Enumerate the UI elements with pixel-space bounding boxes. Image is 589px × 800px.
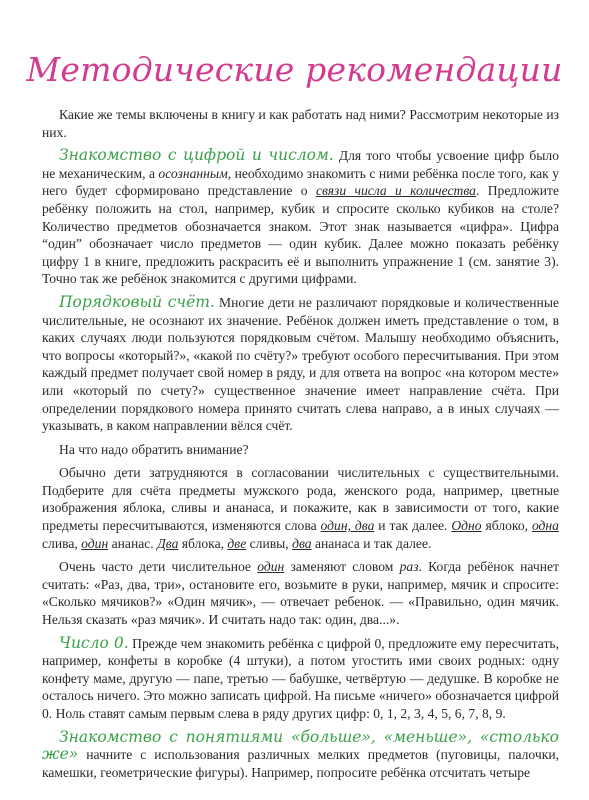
section-digit-number: Знакомство с цифрой и числом. Для того чтобы усвоение цифр было не механическим, а осознанным, необходимо знакомить с ними ребёнка после того, как у него будет сформировано представление о связи числа и количества. Предложите ребёнку положить на стол, например, кубик и спросите сколько кубиков на столе? Количество предметов обозначается знаком. Этот знак называется «цифра». Цифра “один” обозначает число предметов — один кубик. Далее можно показать ребёнку цифру 1 в книге, предложить раскрасить её и выполнить упражнение 1 (см. занятие 3). Точно так же ребёнок знакомится с другими цифрами. bbox=[42, 146, 559, 287]
agreement-paragraph: Обычно дети затрудняются в согласовании числительных с существительными. Подберите для счёта предметы мужского рода, женского рода, например, цветные изображения яблока, сливы и ананаса, и покажите, как в зависимости от того, какие предметы пересчитываются, изменяются слова один, два и так далее. Одно яблоко, одна слива, один ананас. Два яблока, две сливы, два ананаса и так далее. bbox=[42, 465, 559, 551]
intro-paragraph: Какие же темы включены в книгу и как работать над ними? Рассмотрим некоторые из них. bbox=[42, 107, 559, 140]
page-title: Методические рекомендации bbox=[26, 50, 563, 89]
section-heading: Знакомство с цифрой и числом. bbox=[59, 146, 334, 165]
question-paragraph: На что надо обратить внимание? bbox=[59, 441, 249, 457]
one-raz-paragraph: Очень часто дети числительное один заменяют словом раз. Когда ребёнок начнет считать: «Раз, два, три», остановите его, возьмите в руки, например, мячик и спросите: «Сколько мячиков?» «Один мячик», — отвечает ребенок. — «Правильно, один мячик. Нельзя сказать «раз мячик». И считать надо так: один, два...». bbox=[42, 559, 560, 628]
page-body bbox=[42, 106, 559, 787]
section-heading: Порядковый счёт. bbox=[59, 292, 215, 311]
section-heading: Знакомство с понятиями «больше», «меньше», «столько же» bbox=[42, 727, 559, 764]
section-heading: Число 0. bbox=[59, 633, 129, 652]
section-ordinal-count: Порядковый счёт. Многие дети не различают порядковые и количественные числительные, не осознают их значение. Ребёнок должен иметь представление о том, в каких случаях люди пользуются порядковым счётом. Малышу необходимо объяснить, что вопросы «который?», «какой по счёту?» требуют особого пересчитывания. При этом каждый предмет получает свой номер в ряду, и для ответа на вопрос «на котором месте» или «который по счету?» существенное значение имеет направление счёта. При определении порядкового номера принято считать слева направо, а в иных случаях — указывать, в каком направлении вёлся счёт. bbox=[42, 292, 560, 434]
section-comparison: Знакомство с понятиями «больше», «меньше», «столько же» начните с использования различных мелких предметов (пуговицы, палочки, камешки, геометрические фигуры). Например, попросите ребёнка отсчитать четыре bbox=[42, 727, 559, 780]
section-zero: Число 0. Прежде чем знакомить ребёнка с цифрой 0, предложите ему пересчитать, например, конфеты в коробке (4 штуки), а потом угостить ими своих родных: одну конфету маме, другую — папе, третью — бабушке, четвёртую — дедушке. В коробке не осталось ничего. Это можно записать цифрой. На письме «ничего» обозначается цифрой 0. Ноль ставят самым первым слева в ряду других цифр: 0, 1, 2, 3, 4, 5, 6, 7, 8, 9. bbox=[42, 633, 560, 721]
